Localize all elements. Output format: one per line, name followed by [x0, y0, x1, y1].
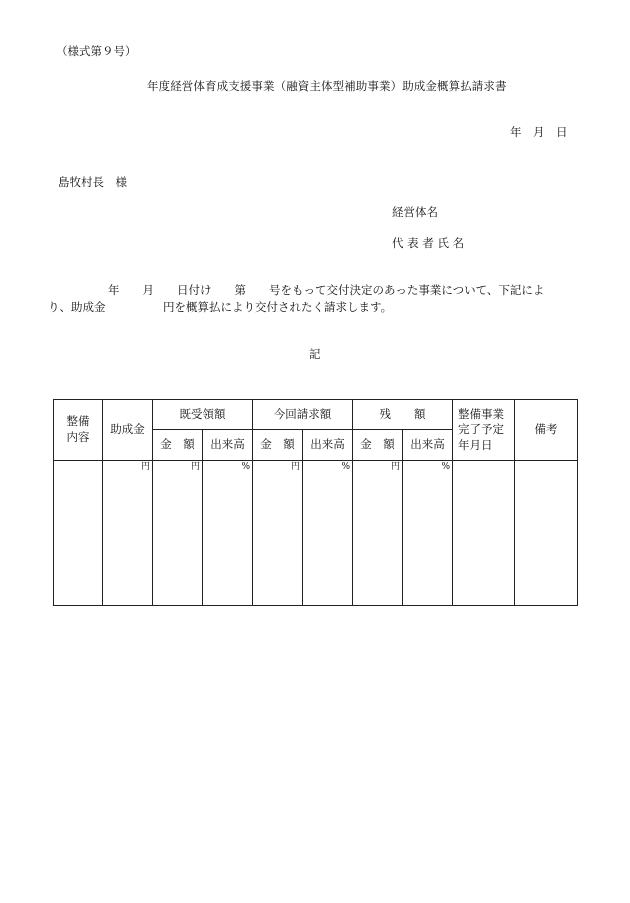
cell-received-progress: %: [203, 461, 253, 606]
cell-subsidy: 円: [103, 461, 153, 606]
ki-heading: 記: [309, 347, 321, 361]
org-name-label: 経営体名: [392, 205, 438, 219]
header-received: 既受領額: [153, 400, 253, 430]
header-current-progress: 出来高: [303, 430, 353, 461]
cell-content: [54, 461, 103, 606]
cell-remaining-progress: %: [403, 461, 453, 606]
header-completion: 整備事業 完了予定 年月日: [453, 400, 515, 461]
cell-received-amount: 円: [153, 461, 203, 606]
document-title: 年度経営体育成支援事業（融資主体型補助事業）助成金概算払請求書: [147, 79, 507, 93]
cell-current-amount: 円: [253, 461, 303, 606]
body-text-line-2: り、助成金 円を概算払により交付されたく請求します。: [48, 300, 393, 314]
header-current-amount: 金 額: [253, 430, 303, 461]
representative-name-label: 代 表 者 氏 名: [392, 236, 465, 250]
form-number: （様式第９号）: [56, 44, 137, 58]
header-subsidy: 助成金: [103, 400, 153, 461]
addressee: 島牧村長 様: [58, 175, 127, 189]
header-remaining-amount: 金 額: [353, 430, 403, 461]
cell-remarks: [515, 461, 578, 606]
request-table: [53, 399, 578, 606]
cell-completion-date: [453, 461, 515, 606]
header-remarks: 備考: [515, 400, 578, 461]
header-received-progress: 出来高: [203, 430, 253, 461]
date-line: 年 月 日: [510, 125, 568, 139]
header-current: 今回請求額: [253, 400, 353, 430]
body-text-line-1: 年 月 日付け 第 号をもって交付決定のあった事業について、下記によ: [108, 283, 545, 297]
header-remaining-progress: 出来高: [403, 430, 453, 461]
header-content: 整備 内容: [54, 400, 103, 461]
header-received-amount: 金 額: [153, 430, 203, 461]
cell-remaining-amount: 円: [353, 461, 403, 606]
cell-current-progress: %: [303, 461, 353, 606]
header-remaining: 残 額: [353, 400, 453, 430]
